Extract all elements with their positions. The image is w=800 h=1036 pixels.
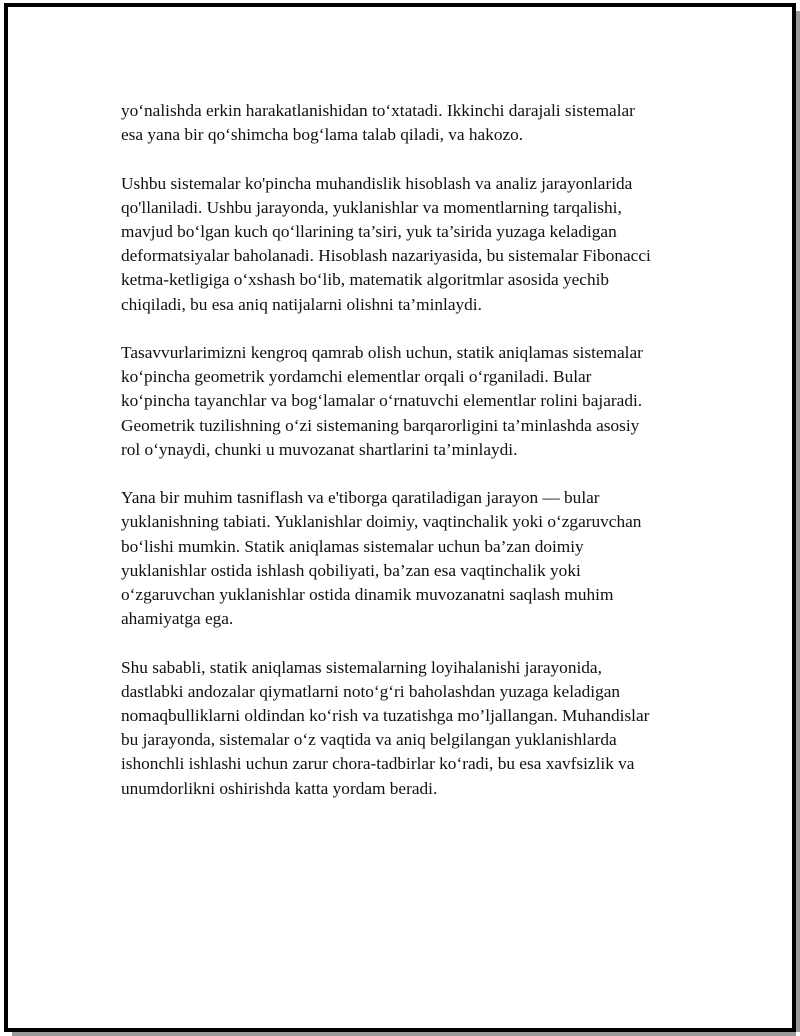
paragraph-5: Shu sababli, statik aniqlamas sistemalarning loyihalanishi jarayonida, dastlabki andozalar qiymatlarni noto‘g‘ri baholashdan yuzaga keladigan nomaqbulliklarni oldindan ko‘rish va tuzatishga mo’ljallangan. Muhandislar bu jarayonda, sistemalar o‘z vaqtida va aniq belgilangan yuklanishlarda ishonchli ishlashi uchun zarur chora-tadbirlar ko‘radi, bu esa xavfsizlik va unumdorlikni oshirishda katta yordam beradi. bbox=[121, 657, 650, 798]
document-body bbox=[121, 99, 711, 801]
paragraph-4: Yana bir muhim tasniflash va e'tiborga qaratiladigan jarayon — bular yuklanishning tabiati. Yuklanishlar doimiy, vaqtinchalik yoki o‘zgaruvchan bo‘lishi mumkin. Statik aniqlamas sistemalar uchun ba’zan doimiy yuklanishlar ostida ishlash qobiliyati, ba’zan esa vaqtinchalik yoki o‘zgaruvchan yuklanishlar ostida dinamik muvozanatni saqlash muhim ahamiyatga ega. bbox=[121, 488, 642, 629]
paragraph-3: Tasavvurlarimizni kengroq qamrab olish uchun, statik aniqlamas sistemalar ko‘pincha geometrik yordamchi elementlar orqali o‘rganiladi. Bular ko‘pincha tayanchlar va bog‘lamalar o‘rnatuvchi elementlar rolini bajaradi. Geometrik tuzilishning o‘zi sistemaning barqarorligini ta’minlashda asosiy rol o‘ynaydi, chunki u muvozanat shartlarini ta’minlaydi. bbox=[121, 343, 643, 459]
document-page bbox=[4, 3, 796, 1032]
paragraph-1: yo‘nalishda erkin harakatlanishidan to‘xtatadi. Ikkinchi darajali sistemalar esa yana bir qo‘shimcha bog‘lama talab qiladi, va hakozo. bbox=[121, 101, 635, 145]
paragraph-2: Ushbu sistemalar ko'pincha muhandislik hisoblash va analiz jarayonlarida qo'llaniladi. Ushbu jarayonda, yuklanishlar va momentlarning tarqalishi, mavjud bo‘lgan kuch qo‘llarining ta’siri, yuk ta’sirida yuzaga keladigan deformatsiyalar baholanadi. Hisoblash nazariyasida, bu sistemalar Fibonacci ketma-ketligiga o‘xshash bo‘lib, matematik algoritmlar asosida yechib chiqiladi, bu esa aniq natijalarni olishni ta’minlaydi. bbox=[121, 173, 651, 314]
